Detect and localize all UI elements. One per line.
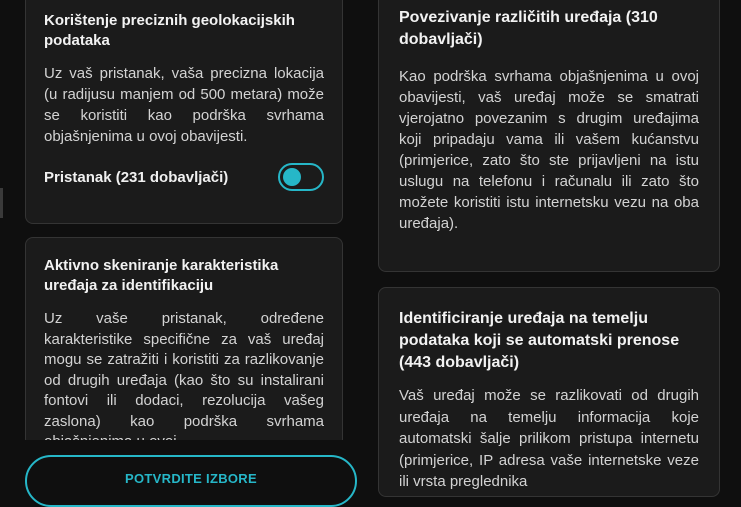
device-identification-description: Vaš uređaj može se razlikovati od drugih uređaja na temelju informacija koje automatski šalje prilikom pristupa internetu (primjerice, IP adresa vaše internetske veze ili vrsta preglednika [399, 387, 699, 490]
toggle-knob [283, 168, 301, 186]
geolocation-title: Korištenje preciznih geolokacijskih podataka [44, 12, 295, 49]
cross-device-description: Kao podrška svrhama objašnjenima u ovoj obavijesti, vaš uređaj može se smatrati vjerojatno povezanim s drugim uređajima koji pripadaju vama ili vašem kućanstvu (primjerice, zato što ste prijavljeni na istu uslugu na telefonu i računalu ili zato što možete koristiti istu internetsku vezu na oba uređaja). [399, 68, 699, 232]
consent-toggle[interactable] [278, 163, 324, 191]
device-scanning-description: Uz vaše pristanak, određene karakteristike specifične za vaš uređaj mogu se zatražiti i koristiti za razlikovanje od drugih uređaja (kao što su instalirani fontovi ili dodaci, rezolucija vašeg zaslona) kao podrška svrhama [44, 310, 324, 430]
consent-label: Pristanak (231 dobavljači) [44, 168, 229, 186]
device-scanning-title: Aktivno skeniranje karakteristika uređaja za identifikaciju [44, 257, 279, 294]
cross-device-card [378, 0, 720, 272]
geolocation-description: Uz vaš pristanak, vaša precizna lokacija (u radijusu manjem od 500 metara) može se koristiti kao podrška svrhama objašnjenima u ovoj obavijesti. [44, 65, 324, 145]
geolocation-card [25, 0, 343, 224]
cross-device-title: Povezivanje različitih uređaja (310 dobavljači) [399, 9, 658, 48]
scroll-indicator[interactable] [0, 188, 3, 218]
device-identification-card [378, 287, 720, 497]
confirm-choices-button[interactable]: POTVRDITE IZBORE [25, 455, 357, 507]
consent-row [44, 163, 324, 191]
device-scanning-card [25, 237, 343, 447]
device-identification-title: Identificiranje uređaja na temelju podataka koji se automatski prenose (443 dobavljači) [399, 310, 680, 371]
